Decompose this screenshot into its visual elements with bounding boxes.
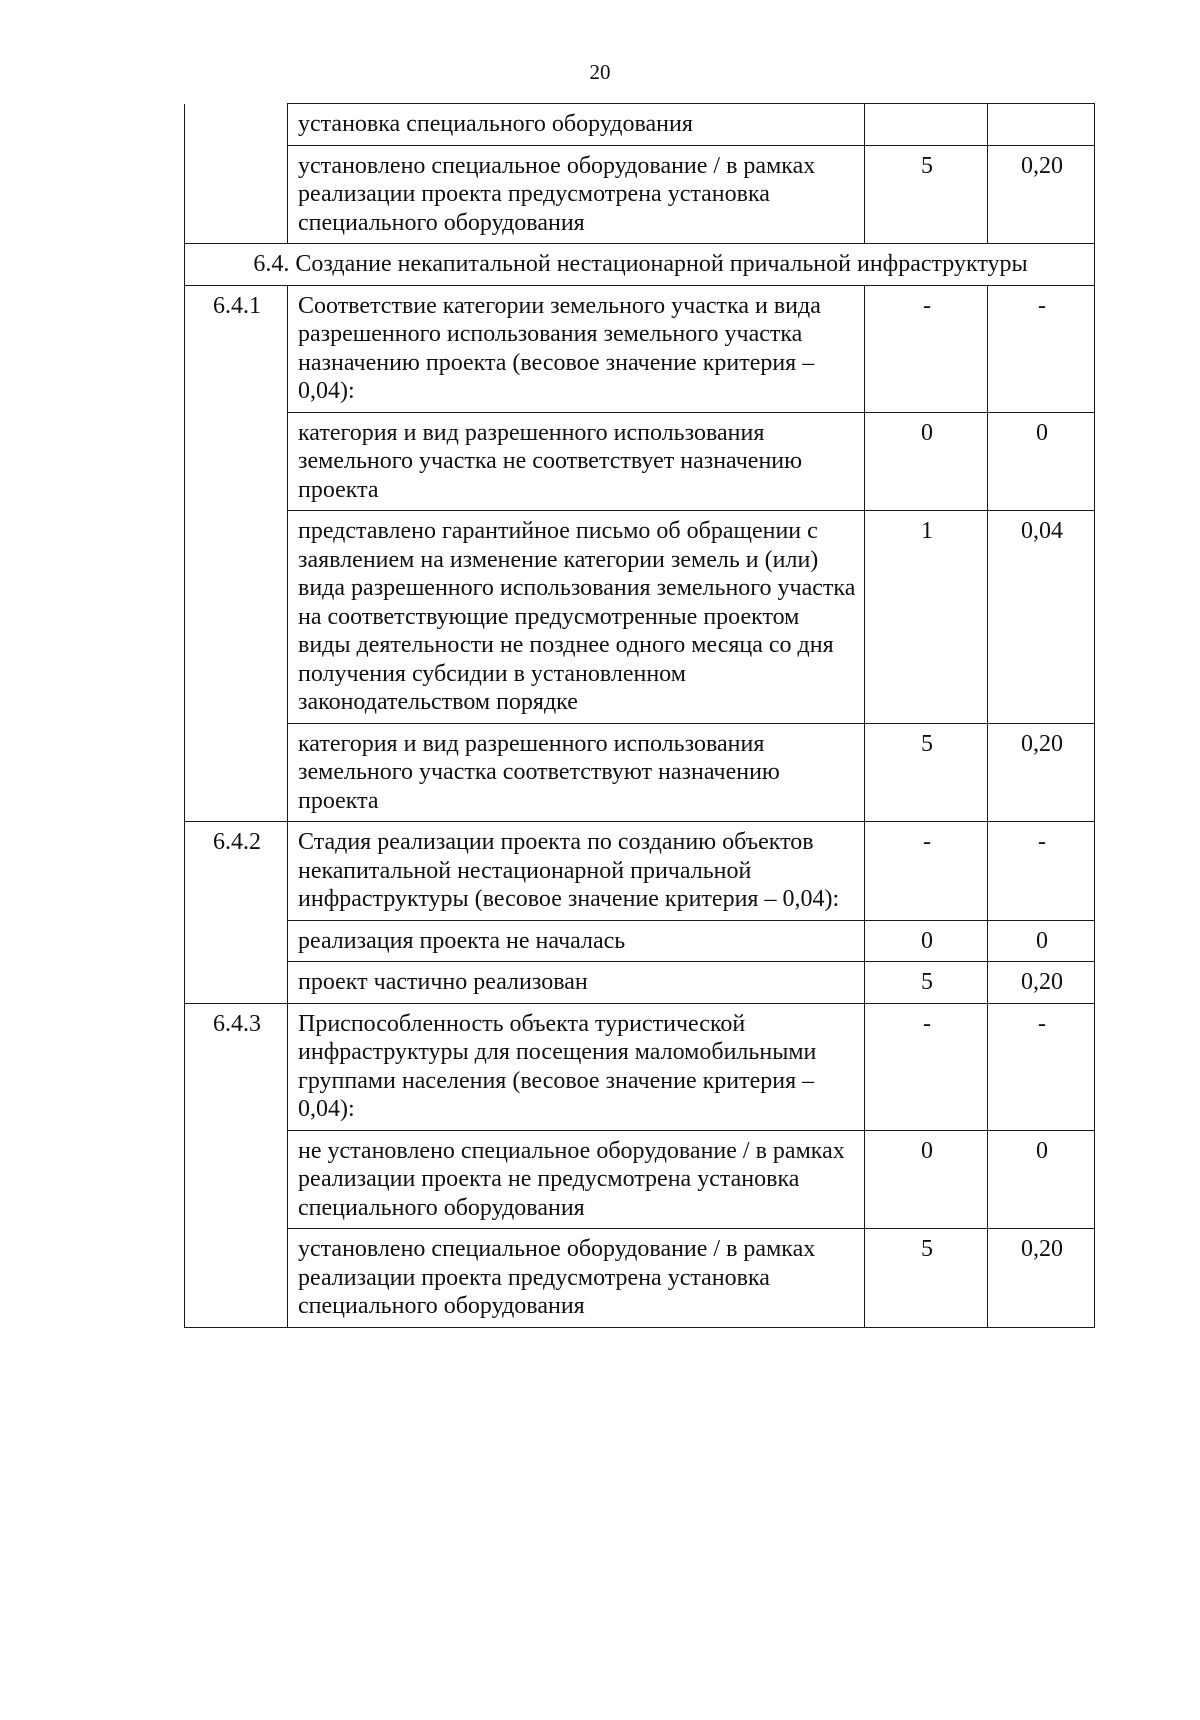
criterion-number-cell: [185, 145, 288, 244]
weight-cell: -: [988, 822, 1095, 921]
table-row: [185, 920, 1095, 962]
criterion-number-cell: [185, 1130, 288, 1229]
weight-cell: 0: [988, 1130, 1095, 1229]
criterion-number-cell: 6.4.1: [185, 285, 288, 412]
weight-cell: -: [988, 1003, 1095, 1130]
weight-cell: 0,20: [988, 962, 1095, 1004]
option-text: установлено специальное оборудование / в рамках реализации проекта предусмотрена установка специального оборудования: [288, 145, 865, 244]
table-row: [185, 1229, 1095, 1328]
table-row: [185, 285, 1095, 412]
score-cell: -: [865, 822, 988, 921]
score-cell: -: [865, 285, 988, 412]
criterion-text: Соответствие категории земельного участка и вида разрешенного использования земельного участка назначению проекта (весовое значение критерия – 0,04):: [288, 285, 865, 412]
option-text: проект частично реализован: [288, 962, 865, 1004]
score-cell: 5: [865, 1229, 988, 1328]
weight-cell: 0,20: [988, 723, 1095, 822]
weight-cell: 0,20: [988, 1229, 1095, 1328]
score-cell: 5: [865, 723, 988, 822]
option-text: установлено специальное оборудование / в рамках реализации проекта предусмотрена установка специального оборудования: [288, 1229, 865, 1328]
option-text: представлено гарантийное письмо об обращении с заявлением на изменение категории земель и (или) вида разрешенного использования земельного участка на соответствующие предусмотренные проектом виды деятельности не позднее одного месяца со дня получения субсидии в установленном законодательством порядке: [288, 511, 865, 724]
section-heading: 6.4. Создание некапитальной нестационарной причальной инфраструктуры: [185, 244, 1095, 286]
weight-cell: 0: [988, 920, 1095, 962]
criterion-number-cell: [185, 412, 288, 511]
table-row: [185, 104, 1095, 146]
criteria-table: [184, 103, 1095, 1328]
score-cell: [865, 104, 988, 146]
table-row: [185, 1130, 1095, 1229]
score-cell: 0: [865, 1130, 988, 1229]
criterion-number-cell: 6.4.2: [185, 822, 288, 921]
score-cell: 0: [865, 920, 988, 962]
weight-cell: 0,20: [988, 145, 1095, 244]
option-text: не установлено специальное оборудование / в рамках реализации проекта не предусмотрена установка специального оборудования: [288, 1130, 865, 1229]
criterion-number-cell: [185, 511, 288, 724]
criterion-text: Приспособленность объекта туристической инфраструктуры для посещения маломобильными группами населения (весовое значение критерия – 0,04):: [288, 1003, 865, 1130]
table-row: [185, 962, 1095, 1004]
page-number: 20: [589, 60, 611, 84]
criterion-text: Стадия реализации проекта по созданию объектов некапитальной нестационарной причальной инфраструктуры (весовое значение критерия – 0,04):: [288, 822, 865, 921]
section-row: [185, 244, 1095, 286]
table-row: [185, 1003, 1095, 1130]
weight-cell: 0: [988, 412, 1095, 511]
score-cell: 1: [865, 511, 988, 724]
option-text: реализация проекта не началась: [288, 920, 865, 962]
criterion-number-cell: 6.4.3: [185, 1003, 288, 1130]
weight-cell: [988, 104, 1095, 146]
criterion-number-cell: [185, 723, 288, 822]
score-cell: 0: [865, 412, 988, 511]
table-row: [185, 822, 1095, 921]
weight-cell: -: [988, 285, 1095, 412]
score-cell: -: [865, 1003, 988, 1130]
weight-cell: 0,04: [988, 511, 1095, 724]
criterion-number-cell: [185, 1229, 288, 1328]
option-text: установка специального оборудования: [288, 104, 865, 146]
table-row: [185, 723, 1095, 822]
criterion-number-cell: [185, 104, 288, 146]
table-row: [185, 412, 1095, 511]
table-row: [185, 511, 1095, 724]
criterion-number-cell: [185, 962, 288, 1004]
score-cell: 5: [865, 145, 988, 244]
criterion-number-cell: [185, 920, 288, 962]
option-text: категория и вид разрешенного использования земельного участка не соответствует назначению проекта: [288, 412, 865, 511]
option-text: категория и вид разрешенного использования земельного участка соответствуют назначению проекта: [288, 723, 865, 822]
score-cell: 5: [865, 962, 988, 1004]
table-row: [185, 145, 1095, 244]
